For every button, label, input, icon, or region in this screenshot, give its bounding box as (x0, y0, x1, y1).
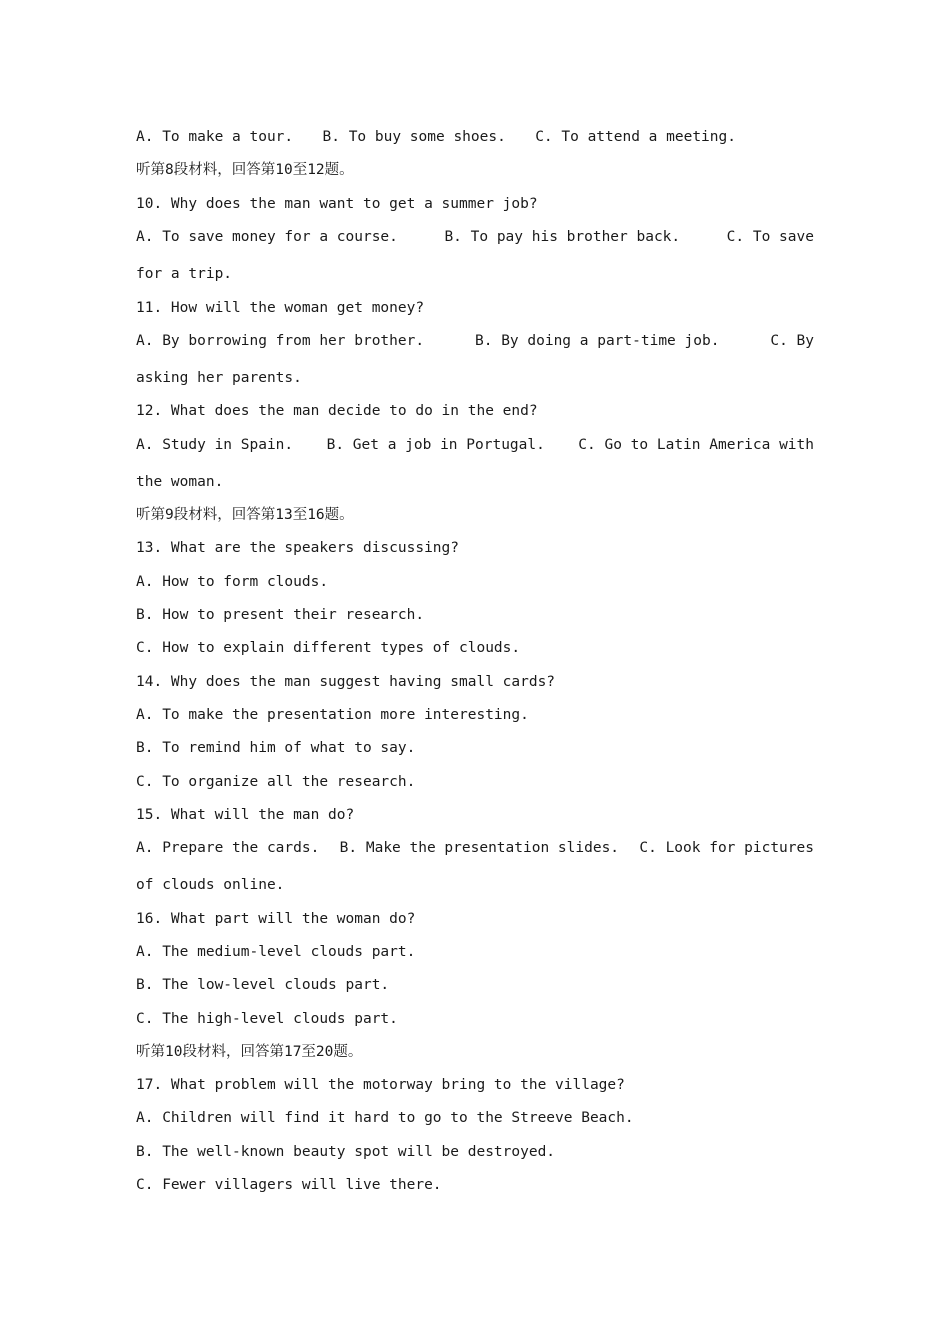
q9-option-b: B. To buy some shoes. (322, 129, 506, 145)
q12-option-c-continued: the woman. (136, 474, 224, 490)
q16-option-b: B. The low-level clouds part. (136, 977, 390, 993)
q15-option-b: B. Make the presentation slides. (339, 840, 620, 856)
q11-option-c-continued: asking her parents. (136, 370, 302, 386)
q10-option-c-continued: for a trip. (136, 266, 233, 282)
q15-options (136, 838, 814, 858)
q10-question: 10. Why does the man want to get a summer job? (136, 196, 538, 212)
q9-options (136, 127, 814, 147)
q11-question: 11. How will the woman get money? (136, 300, 425, 316)
q17-question: 17. What problem will the motorway bring to the village? (136, 1077, 625, 1093)
q17-option-c: C. Fewer villagers will live there. (136, 1177, 442, 1193)
q11-option-b: B. By doing a part-time job. (475, 333, 720, 349)
q13-option-a: A. How to form clouds. (136, 574, 329, 590)
section-10-heading: 听第10段材料，回答第17至20题。 (136, 1044, 363, 1060)
q12-question: 12. What does the man decide to do in the end? (136, 403, 538, 419)
q16-option-a: A. The medium-level clouds part. (136, 944, 416, 960)
q15-question: 15. What will the man do? (136, 807, 355, 823)
q14-option-c: C. To organize all the research. (136, 774, 416, 790)
q12-options (136, 435, 814, 455)
q14-option-a: A. To make the presentation more interesting. (136, 707, 529, 723)
q14-option-b: B. To remind him of what to say. (136, 740, 416, 756)
q12-option-c: C. Go to Latin America with (578, 437, 814, 453)
q13-option-b: B. How to present their research. (136, 607, 425, 623)
q10-option-b: B. To pay his brother back. (444, 229, 681, 245)
q13-option-c: C. How to explain different types of clouds. (136, 640, 521, 656)
q15-option-a: A. Prepare the cards. (136, 840, 320, 856)
q10-option-a: A. To save money for a course. (136, 229, 398, 245)
q10-option-c: C. To save (726, 229, 814, 245)
q16-question: 16. What part will the woman do? (136, 911, 416, 927)
q15-option-c: C. Look for pictures (639, 840, 814, 856)
q15-option-c-continued: of clouds online. (136, 877, 285, 893)
q10-options (136, 227, 814, 247)
q14-question: 14. Why does the man suggest having small cards? (136, 674, 556, 690)
q16-option-c: C. The high-level clouds part. (136, 1011, 398, 1027)
q11-option-c: C. By (770, 333, 814, 349)
q9-option-a: A. To make a tour. (136, 129, 294, 145)
section-8-heading: 听第8段材料，回答第10至12题。 (136, 162, 354, 178)
q13-question: 13. What are the speakers discussing? (136, 540, 460, 556)
q11-option-a: A. By borrowing from her brother. (136, 333, 425, 349)
q12-option-b: B. Get a job in Portugal. (326, 437, 545, 453)
q9-option-c: C. To attend a meeting. (535, 129, 736, 145)
q17-option-a: A. Children will find it hard to go to the Streeve Beach. (136, 1110, 634, 1126)
q12-option-a: A. Study in Spain. (136, 437, 294, 453)
q11-options (136, 331, 814, 351)
section-9-heading: 听第9段材料，回答第13至16题。 (136, 507, 354, 523)
q17-option-b: B. The well-known beauty spot will be destroyed. (136, 1144, 556, 1160)
